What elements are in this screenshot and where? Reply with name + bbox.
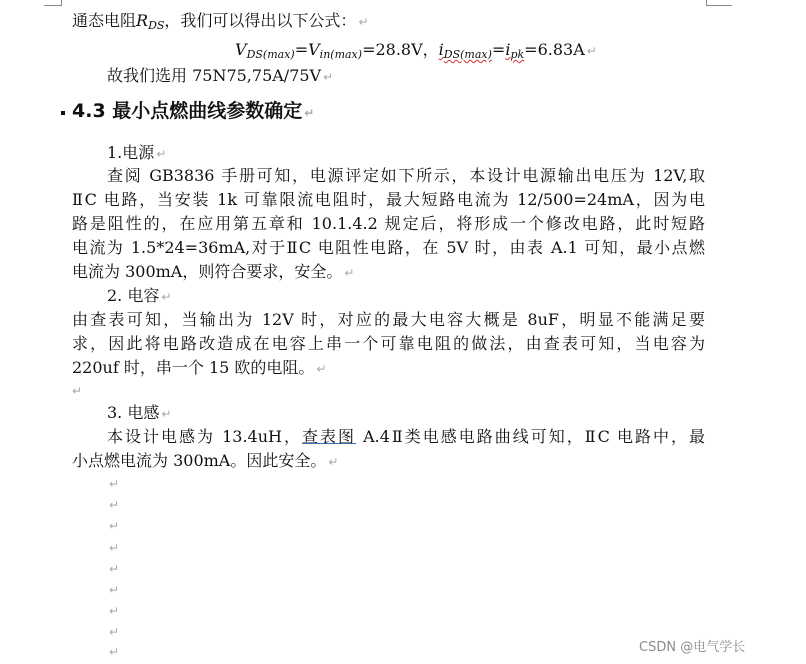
power-paragraph-text: 路是阻性的，在应用第五章和 10.1.4.2 规定后，将形成一个修改电路，此时短路 <box>72 214 705 233</box>
paragraph-mark: ↵ <box>344 266 355 280</box>
formula-voltage-value: =28.8V， <box>362 40 439 59</box>
table-figure-link[interactable]: 查表图 <box>301 427 356 446</box>
power-paragraph-text: 电流为 300mA，则符合要求，安全。 <box>72 262 343 281</box>
formula-equals: = <box>294 40 309 59</box>
selection-text: 故我们选用 75N75,75A/75V <box>107 66 322 85</box>
inductor-paragraph-text: 小点燃电流为 300mA。因此安全。 <box>72 451 327 470</box>
subsection-inductor-title <box>107 401 171 426</box>
paragraph-mark: ↵ <box>156 147 167 161</box>
formula-i-ds: i <box>438 40 444 59</box>
selection-line <box>107 64 333 89</box>
paragraph-mark: ↵ <box>161 290 172 304</box>
capacitor-paragraph-text: 220uf 时，串一个 15 欧的电阻。 <box>72 358 315 377</box>
capacitor-paragraph-line <box>72 356 326 381</box>
inductor-paragraph-text: A.4Ⅱ类电感电路曲线可知，ⅡC 电路中，最 <box>356 427 705 446</box>
page-corner-mark-right <box>706 0 732 6</box>
empty-paragraph <box>107 639 119 664</box>
paragraph-mark: ↵ <box>109 645 120 659</box>
power-paragraph-text: 查阅 GB3836 手册可知，电源评定如下所示，本设计电源输出电压为 12V,取 <box>107 166 705 185</box>
paragraph-mark: ↵ <box>109 604 120 618</box>
capacitor-paragraph-line <box>72 308 705 331</box>
paragraph-mark: ↵ <box>109 562 120 576</box>
subsection-capacitor-label: 2. 电容 <box>107 286 160 305</box>
power-paragraph-line <box>72 236 705 259</box>
power-paragraph-line <box>72 188 705 211</box>
paragraph-mark: ↵ <box>358 15 369 29</box>
inductor-paragraph-line <box>107 425 705 448</box>
paragraph-mark: ↵ <box>109 519 120 533</box>
formula-i-pk: i <box>505 40 511 59</box>
subsection-inductor-label: 3. 电感 <box>107 403 160 422</box>
formula-i-ds-subscript: DS(max) <box>443 48 492 61</box>
formula-v-ds-subscript: DS(max) <box>246 48 295 61</box>
formula-equals: = <box>491 40 506 59</box>
capacitor-paragraph-text: 求，因此将电路改造成在电容上串一个可靠电阻的做法，由查表可知，当电容为 <box>72 334 705 353</box>
capacitor-paragraph-line <box>72 332 705 355</box>
power-paragraph-line <box>107 164 705 187</box>
empty-paragraph <box>70 378 82 403</box>
intro-text-rest: ，我们可以得出以下公式： <box>164 11 357 30</box>
resistance-symbol: R <box>136 11 149 30</box>
paragraph-mark: ↵ <box>161 407 172 421</box>
paragraph-mark: ↵ <box>109 583 120 597</box>
formula-v-in: V <box>308 40 320 59</box>
subsection-capacitor-title <box>107 284 171 309</box>
formula-i-pk-subscript: pk <box>510 48 525 61</box>
watermark: CSDN @电气学长 <box>639 640 746 655</box>
heading-bullet <box>61 111 65 115</box>
subsection-power-label: 1.电源 <box>107 143 155 162</box>
power-paragraph-line <box>72 212 705 235</box>
paragraph-mark: ↵ <box>304 106 315 120</box>
formula-current-value: =6.83A <box>524 40 585 59</box>
paragraph-mark: ↵ <box>109 625 120 639</box>
power-paragraph-text: ⅡC 电路，当安装 1k 可靠限流电阻时，最大短路电流为 12/500=24mA，因为电 <box>72 190 705 209</box>
paragraph-mark: ↵ <box>109 477 120 491</box>
formula-v-ds: V <box>235 40 247 59</box>
paragraph-mark: ↵ <box>316 362 327 376</box>
intro-text: 通态电阻 <box>72 11 137 30</box>
page-corner-mark-left <box>44 0 62 6</box>
section-heading <box>72 100 314 125</box>
inductor-paragraph-text: 本设计电感为 13.4uH， <box>107 427 302 446</box>
paragraph-mark: ↵ <box>323 70 334 84</box>
subsection-power-title <box>107 141 166 166</box>
power-paragraph-text: 电流为 1.5*24=36mA,对于ⅡC 电阻性电路，在 5V 时，由表 A.1 可知，最小点燃 <box>72 238 705 257</box>
paragraph-mark: ↵ <box>586 44 597 58</box>
power-paragraph-line <box>72 260 354 285</box>
intro-line <box>72 9 369 37</box>
paragraph-mark: ↵ <box>328 455 339 469</box>
formula-v-in-subscript: in(max) <box>319 48 363 61</box>
capacitor-paragraph-text: 由查表可知，当输出为 12V 时，对应的最大电容大概是 8uF，明显不能满足要 <box>72 310 705 329</box>
formula-line <box>235 38 597 66</box>
resistance-subscript: DS <box>148 19 165 32</box>
paragraph-mark: ↵ <box>109 498 120 512</box>
paragraph-mark: ↵ <box>72 384 83 398</box>
section-heading-text: 4.3 最小点燃曲线参数确定 <box>72 100 303 122</box>
paragraph-mark: ↵ <box>109 541 120 555</box>
